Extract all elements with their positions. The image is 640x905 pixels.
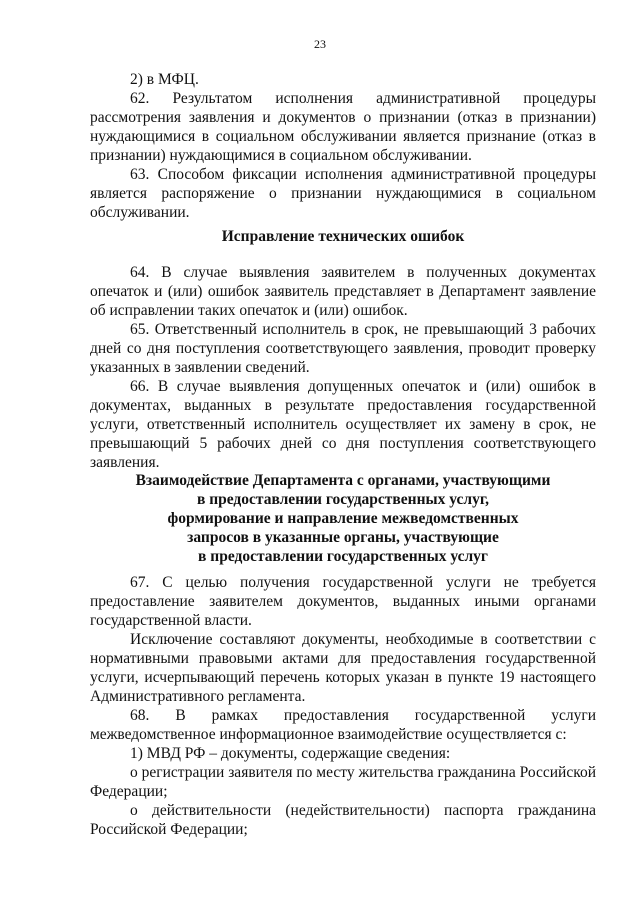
paragraph-67: 67. С целью получения государственной услуги не требуется предоставление заявителем документов, выданных иными органами государственной власти. [90,574,596,629]
paragraph-passport: о действительности (недействительности) паспорта гражданина Российской Федерации; [90,802,596,838]
heading-line: запросов в указанные органы, участвующие [187,529,499,546]
page-number: 23 [314,37,326,51]
paragraph-68: 68. В рамках предоставления государственной услуги межведомственное информационное взаимодействие осуществляется с: [90,707,596,743]
paragraph-64: 64. В случае выявления заявителем в полученных документах опечаток и (или) ошибок заявитель представляет в Департамент заявление об исправлении таких опечаток и (или) ошибок. [90,264,596,319]
paragraph-mfc: 2) в МФЦ. [130,71,199,88]
heading-line: Взаимодействие Департамента с органами, участвующими [135,472,551,489]
paragraph-65: 65. Ответственный исполнитель в срок, не превышающий 3 рабочих дней со дня поступления соответствующего заявления, проводит проверку указанных в заявлении сведений. [90,321,596,376]
paragraph-exception: Исключение составляют документы, необходимые в соответствии с нормативными правовыми актами для предоставления государственной услуги, исчерпывающий перечень которых указан в пункте 19 настоящего Административного регламента. [90,631,596,705]
section-procedure-result [90,70,596,222]
paragraph-mvd: 1) МВД РФ – документы, содержащие сведения: [130,745,451,762]
paragraph-63: 63. Способом фиксации исполнения административной процедуры является распоряжение о признании нуждающимися в социальном обслуживании. [90,166,596,221]
paragraph-66: 66. В случае выявления допущенных опечаток и (или) ошибок в документах, выданных в результате предоставления государственной услуги, ответственный исполнитель осуществляет их замену в срок, не превышающий 5 рабочих дней со дня поступления соответствующего заявления. [90,378,596,471]
heading-technical-errors: Исправление технических ошибок [221,228,465,245]
paragraph-registration: о регистрации заявителя по месту жительства гражданина Российской Федерации; [90,764,596,800]
heading-line: в предоставлении государственных услуг, [196,491,490,508]
heading-interaction [90,471,596,566]
section-interaction [90,573,596,839]
heading-line: в предоставлении государственных услуг [198,548,488,565]
section-technical-errors [90,263,596,472]
paragraph-62: 62. Результатом исполнения административной процедуры рассмотрения заявления и документов о признании (отказ в признании) нуждающимися в социальном обслуживании является признание (отказ в признании) нуждающимися в социальном обслуживании. [90,90,596,164]
heading-line: формирование и направление межведомственных [167,510,519,527]
